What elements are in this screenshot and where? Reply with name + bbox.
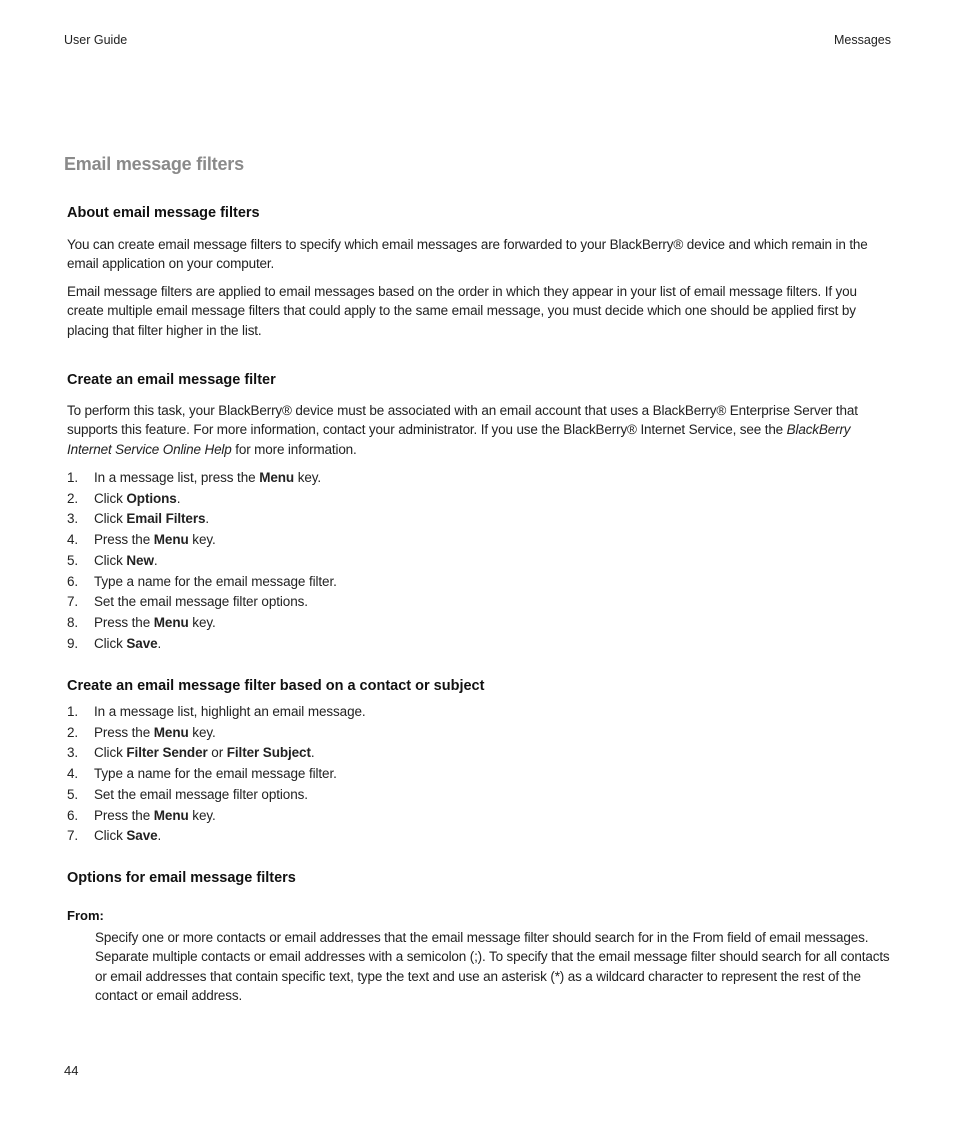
step-ui-label: Save: [126, 635, 158, 651]
page-number: 44: [64, 1063, 79, 1078]
step-text: Press the: [94, 532, 154, 548]
step-ui-label: New: [126, 552, 154, 568]
step-text: Click: [94, 745, 127, 761]
step-text: Click: [94, 490, 127, 506]
step-text: .: [157, 828, 162, 844]
step-number: 2.: [67, 724, 79, 740]
create-step: [67, 468, 337, 489]
step-text: In a message list, highlight an email message.: [94, 704, 366, 719]
create-intro-text-a: To perform this task, your BlackBerry® device must be associated with an email account that uses a BlackBerry® Enterprise Server that supports this feature. For more information, contact your administrator. If you use the BlackBerry® Internet Service, see the: [67, 403, 858, 438]
step-text: key.: [188, 614, 216, 630]
header-doc-title: User Guide: [64, 33, 128, 47]
step-number: 4.: [67, 766, 79, 782]
step-text: Click: [94, 828, 127, 844]
create-step: [67, 613, 337, 634]
step-ui-label: Save: [126, 828, 158, 844]
create-step: [67, 489, 337, 510]
contact-step: [67, 764, 366, 785]
contact-step: [67, 785, 366, 806]
step-text: .: [176, 490, 181, 506]
create-steps-list: [67, 468, 337, 654]
step-text: key.: [188, 807, 216, 823]
from-option-description: Specify one or more contacts or email addresses that the email message filter should search for in the From field of email messages. Separate multiple contacts or email addresses with a semicolon (;). To specify that the email message filter should search for all contacts or email addresses that contain specific text, type the text and use an asterisk (*) as a wildcard character to represent the rest of the contact or email address.: [95, 930, 890, 1003]
step-text: Set the email message filter options.: [94, 786, 308, 802]
step-ui-label: Menu: [259, 470, 295, 485]
contact-step: [67, 806, 366, 827]
step-number: 3.: [67, 745, 79, 761]
page-title: Email message filters: [64, 154, 244, 174]
step-text: .: [205, 511, 210, 527]
step-text: Press the: [94, 614, 154, 630]
from-option-term: From:: [67, 908, 104, 923]
create-step: [67, 530, 337, 551]
contact-heading: Create an email message filter based on a contact or subject: [67, 678, 485, 694]
step-number: 1.: [67, 704, 79, 719]
about-paragraph-2: Email message filters are applied to email messages based on the order in which they appear in your list of email message filters. If you create multiple email message filters that could apply to the same email message, you must decide which one should be applied first by placing that filter higher in the list.: [67, 284, 857, 338]
create-heading: Create an email message filter: [67, 372, 276, 388]
step-number: 9.: [67, 635, 79, 651]
options-heading: Options for email message filters: [67, 870, 296, 886]
step-number: 4.: [67, 532, 79, 548]
about-heading: About email message filters: [67, 205, 260, 221]
create-step: [67, 551, 337, 572]
step-ui-label: Email Filters: [126, 511, 206, 527]
step-ui-label: Menu: [153, 614, 189, 630]
step-number: 6.: [67, 573, 79, 589]
step-ui-label: Filter Subject: [226, 745, 311, 761]
contact-step: [67, 743, 366, 764]
step-number: 5.: [67, 552, 79, 568]
about-paragraph-1: You can create email message filters to specify which email messages are forwarded to your BlackBerry® device and which remain in the email application on your computer.: [67, 237, 868, 272]
create-step: [67, 634, 337, 655]
step-text: Type a name for the email message filter.: [94, 766, 337, 782]
step-text: Type a name for the email message filter.: [94, 573, 337, 589]
step-ui-label: Menu: [153, 807, 189, 823]
step-text: Press the: [94, 724, 154, 740]
create-intro: [67, 401, 893, 459]
create-step: [67, 592, 337, 613]
step-number: 6.: [67, 807, 79, 823]
step-text: Click: [94, 635, 127, 651]
step-number: 7.: [67, 594, 79, 610]
step-number: 5.: [67, 786, 79, 802]
step-number: 1.: [67, 470, 79, 485]
step-text: Set the email message filter options.: [94, 594, 308, 610]
step-text: Press the: [94, 807, 154, 823]
step-text: .: [310, 745, 315, 761]
step-text: .: [157, 635, 162, 651]
step-ui-label: Options: [126, 490, 177, 506]
step-number: 7.: [67, 828, 79, 844]
step-text: Click: [94, 511, 127, 527]
step-text: key.: [188, 532, 216, 548]
step-text: or: [207, 745, 227, 761]
step-text: key.: [294, 470, 322, 485]
step-text: .: [153, 552, 158, 568]
step-number: 2.: [67, 490, 79, 506]
contact-step: [67, 702, 366, 723]
create-intro-help-title: BlackBerry Internet Service Online Help: [67, 422, 851, 457]
step-text: Click: [94, 552, 127, 568]
header-section-title: Messages: [834, 33, 891, 47]
create-step: [67, 572, 337, 593]
step-ui-label: Menu: [153, 724, 189, 740]
contact-steps-list: [67, 702, 366, 847]
create-intro-text-b: for more information.: [231, 441, 357, 457]
step-number: 8.: [67, 614, 79, 630]
contact-step: [67, 826, 366, 847]
step-text: In a message list, press the: [94, 470, 260, 485]
step-text: key.: [188, 724, 216, 740]
step-number: 3.: [67, 511, 79, 527]
create-step: [67, 509, 337, 530]
contact-step: [67, 723, 366, 744]
step-ui-label: Filter Sender: [126, 745, 208, 761]
step-ui-label: Menu: [153, 532, 189, 548]
